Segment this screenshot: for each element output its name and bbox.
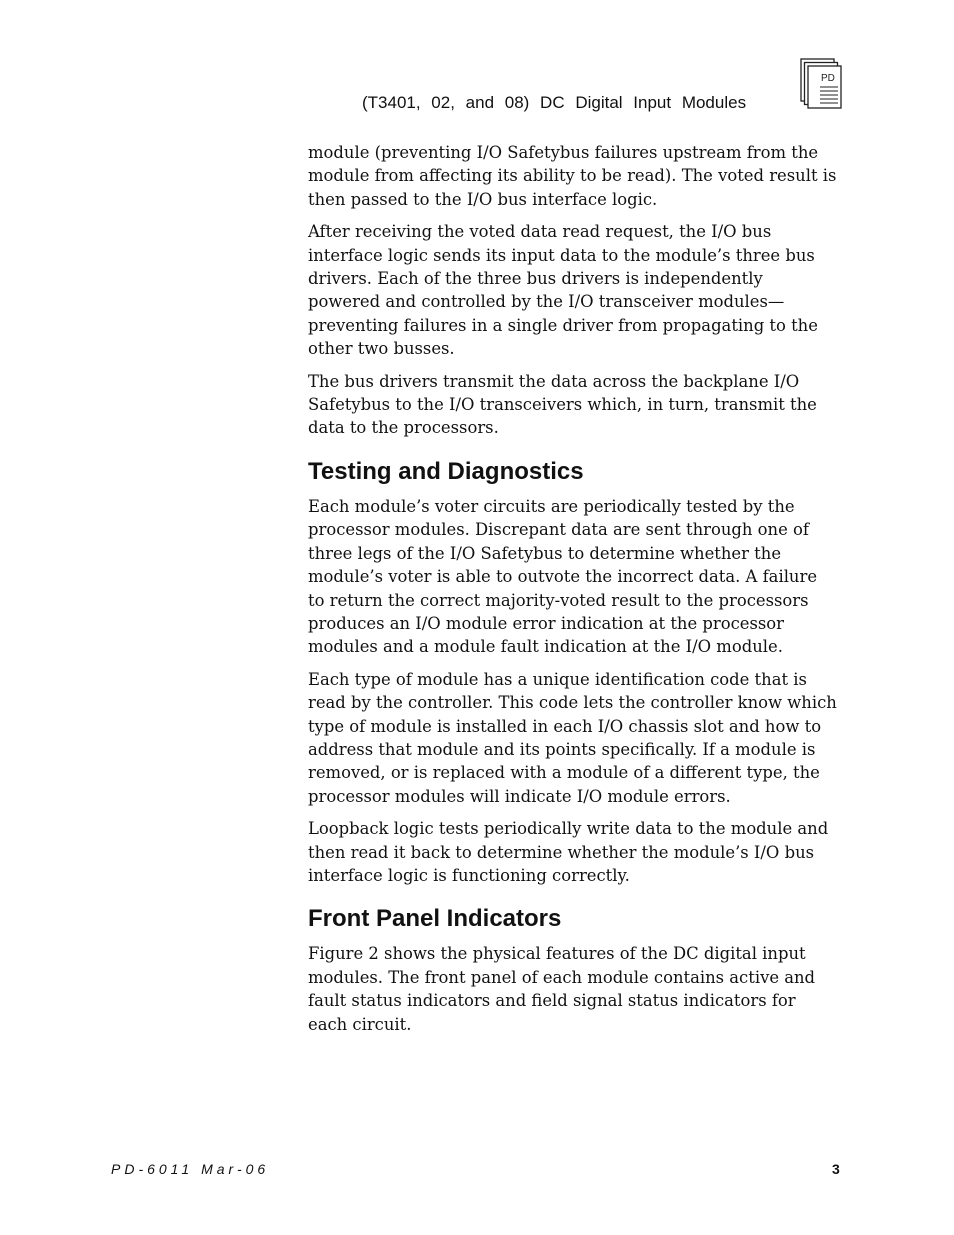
paragraph-transmit-data: The bus drivers transmit the data across the backplane I/O Safetybus to the I/O transceivers which, in turn, transmit the data to the processors. <box>308 371 817 438</box>
heading-front-panel-indicators: Front Panel Indicators <box>308 905 562 933</box>
paragraph-voted-result: module (preventing I/O Safetybus failures upstream from the module from affecting its ability to be read). The voted result is then passed to the I/O bus interface logic. <box>308 143 837 209</box>
running-header-title: (T3401, 02, and 08) DC Digital Input Modules <box>362 93 747 112</box>
paragraph-bus-drivers: After receiving the voted data read request, the I/O bus interface logic sends its input data to the module’s three bus drivers. Each of the three bus drivers is independently powered and controlled by the I/O transceiver modules—preventing failures in a single driver from propagating to the other two busses. <box>308 222 818 359</box>
footer-document-id: PD-6011 Mar-06 <box>111 1161 270 1177</box>
heading-testing-diagnostics: Testing and Diagnostics <box>308 457 584 485</box>
pd-document-icon <box>800 58 842 110</box>
pd-logo-text: PD <box>821 73 835 84</box>
paragraph-identification-code: Each type of module has a unique identification code that is read by the controller. This code lets the controller know which type of module is installed in each I/O chassis slot and how to address that module and its points specifically. If a module is removed, or is replaced with a module of a different type, the processor modules will indicate I/O module errors. <box>308 669 837 806</box>
paragraph-voter-circuits: Each module’s voter circuits are periodically tested by the processor modules. Discrepant data are sent through one of three legs of the I/O Safetybus to determine whether the module’s voter is able to outvote the incorrect data. A failure to return the correct majority-voted result to the processors produces an I/O module error indication at the processor modules and a module fault indication at the I/O module. <box>308 496 818 657</box>
paragraph-loopback-logic: Loopback logic tests periodically write data to the module and then read it back to determine whether the module’s I/O bus interface logic is functioning correctly. <box>308 819 829 885</box>
paragraph-figure-2: Figure 2 shows the physical features of the DC digital input modules. The front panel of each module contains active and fault status indicators and field signal status indicators for each circuit. <box>308 944 816 1034</box>
footer-page-number: 3 <box>832 1161 840 1177</box>
main-content <box>308 141 838 1045</box>
